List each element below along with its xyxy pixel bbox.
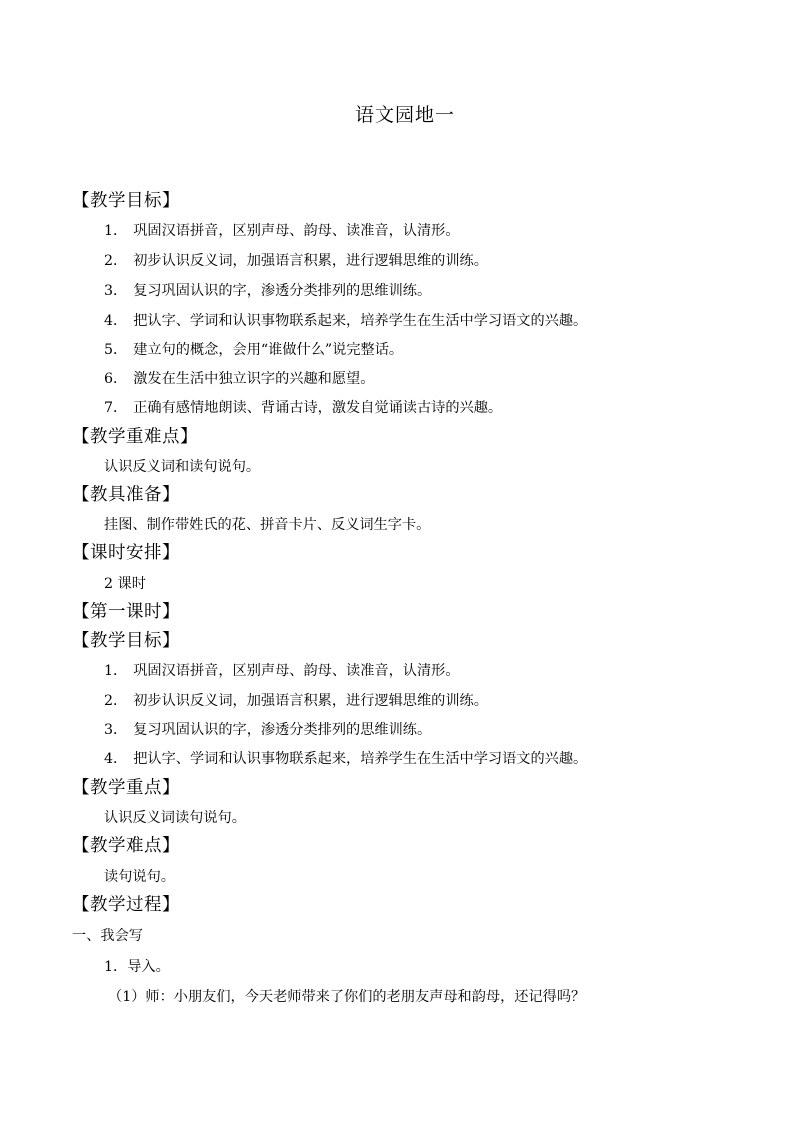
lesson-objective-item [104, 720, 431, 740]
lesson-objective-text: 复习巩固认识的字，渗透分类排列的思维训练。 [133, 722, 432, 738]
process-step: 1．导入。 [104, 959, 170, 975]
difficult-text: 读句说句。 [104, 869, 175, 885]
first-lesson-heading: 【第一课时】 [72, 602, 180, 622]
lesson-objectives-heading: 【教学目标】 [72, 631, 180, 651]
objective-text: 把认字、学词和认识事物联系起来，培养学生在生活中学习语文的兴趣。 [133, 313, 588, 329]
lesson-objective-number: 2． [104, 693, 128, 709]
lesson-objective-item [104, 661, 460, 681]
objective-number: 1． [104, 223, 128, 239]
process-heading: 【教学过程】 [72, 895, 180, 915]
objective-text: 建立句的概念，会用“谁做什么”说完整话。 [133, 342, 404, 358]
lesson-objective-text: 把认字、学词和认识事物联系起来，培养学生在生活中学习语文的兴趣。 [133, 751, 588, 767]
objective-item [104, 281, 431, 301]
objective-number: 7． [104, 400, 128, 416]
objective-number: 3． [104, 283, 128, 299]
objective-item [104, 340, 403, 360]
objective-text: 激发在生活中独立识字的兴趣和愿望。 [133, 371, 375, 387]
process-substep: （1）师：小朋友们，今天老师带来了你们的老朋友声母和韵母，还记得吗？ [108, 989, 586, 1005]
objective-text: 初步认识反义词，加强语言积累，进行逻辑思维的训练。 [133, 253, 488, 269]
key-difficult-heading: 【教学重难点】 [72, 427, 198, 447]
objective-item [104, 221, 460, 241]
schedule-text: 2 课时 [104, 576, 146, 592]
objective-item [104, 311, 587, 331]
objective-number: 4． [104, 313, 128, 329]
tools-text: 挂图、制作带姓氏的花、拼音卡片、反义词生字卡。 [104, 517, 431, 533]
lesson-objective-number: 1． [104, 663, 128, 679]
objective-item [104, 251, 488, 271]
objective-item [104, 369, 374, 389]
key-heading: 【教学重点】 [72, 778, 180, 798]
key-text: 认识反义词读句说句。 [104, 810, 246, 826]
document-title: 语文园地一 [354, 104, 455, 126]
lesson-objective-number: 3． [104, 722, 128, 738]
objective-number: 2． [104, 253, 128, 269]
schedule-heading: 【课时安排】 [72, 543, 180, 563]
objective-text: 复习巩固认识的字，渗透分类排列的思维训练。 [133, 283, 432, 299]
objective-text: 正确有感情地朗读、背诵古诗，激发自觉诵读古诗的兴趣。 [133, 400, 503, 416]
lesson-objective-item [104, 691, 488, 711]
lesson-objective-text: 巩固汉语拼音，区别声母、韵母、读准音，认清形。 [133, 663, 460, 679]
key-difficult-text: 认识反义词和读句说句。 [104, 459, 261, 475]
objective-text: 巩固汉语拼音，区别声母、韵母、读准音，认清形。 [133, 223, 460, 239]
lesson-objective-text: 初步认识反义词，加强语言积累，进行逻辑思维的训练。 [133, 693, 488, 709]
tools-heading: 【教具准备】 [72, 485, 180, 505]
objective-number: 5． [104, 342, 128, 358]
process-section-title: 一、我会写 [72, 928, 143, 944]
difficult-heading: 【教学难点】 [72, 836, 180, 856]
objectives-heading: 【教学目标】 [72, 191, 180, 211]
lesson-objective-number: 4． [104, 751, 128, 767]
objective-item [104, 398, 502, 418]
lesson-objective-item [104, 749, 587, 769]
objective-number: 6． [104, 371, 128, 387]
